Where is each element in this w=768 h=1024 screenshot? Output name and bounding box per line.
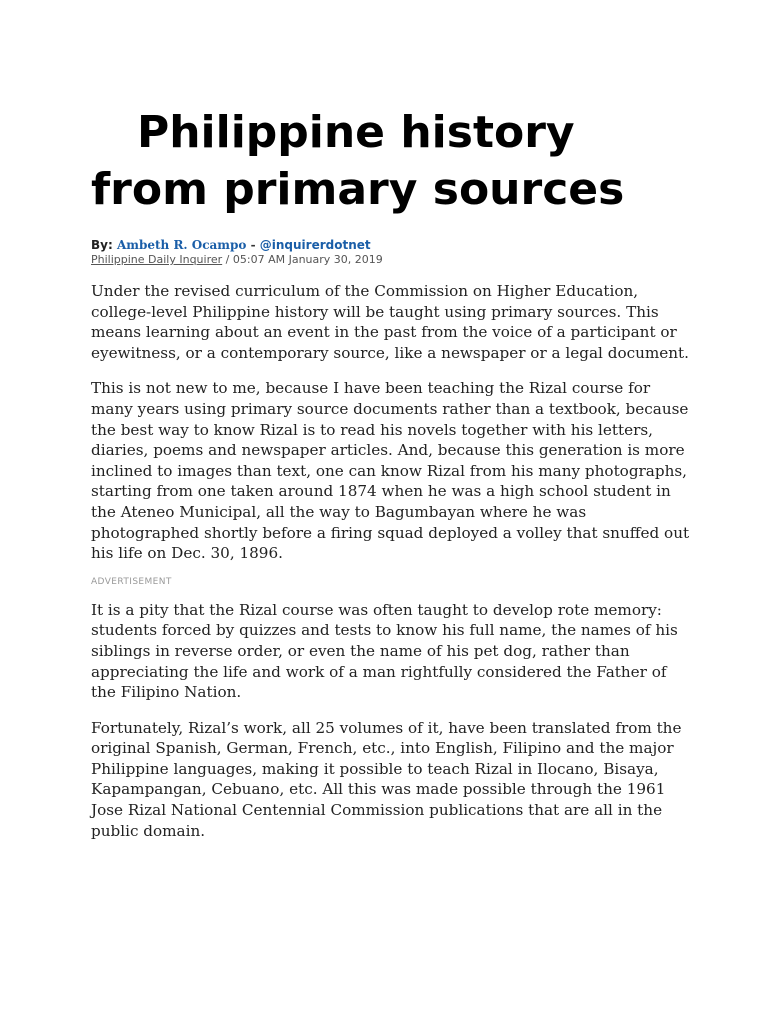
source-link[interactable]: Philippine Daily Inquirer xyxy=(91,253,223,266)
article-title: Philippine history from primary sources xyxy=(91,107,625,215)
paragraph-1: Under the revised curriculum of the Commission on Higher Education, college-level Philippine history will be taught using primary sources. This means learning about an event in the past from the voice of a participant or eyewitness, or a contemporary source, like a newspaper or a legal document. xyxy=(91,282,689,362)
article xyxy=(91,100,691,856)
timestamp: 05:07 AM January 30, 2019 xyxy=(232,253,383,266)
author-link[interactable]: Ambeth R. Ocampo xyxy=(116,238,247,252)
article-body xyxy=(91,281,691,841)
article-meta xyxy=(91,253,691,267)
byline-separator: - xyxy=(246,238,260,252)
meta-separator: / xyxy=(222,253,233,266)
paragraph-3: It is a pity that the Rizal course was often taught to develop rote memory: students forced by quizzes and tests to know his full name, the names of his siblings in reverse order, or even the name of his pet dog, rather than appreciating the life and work of a man rightfully considered the Father of the Filipino Nation. xyxy=(91,600,678,702)
byline-label: By: xyxy=(91,238,113,252)
advertisement-label: ADVERTISEMENT xyxy=(91,576,172,587)
author-handle-link[interactable]: @inquirerdotnet xyxy=(259,238,371,252)
paragraph-4: Fortunately, Rizal’s work, all 25 volumes of it, have been translated from the original Spanish, German, French, etc., into English, Filipino and the major Philippine languages, making it possible to teach Rizal in Ilocano, Bisaya, Kapampangan, Cebuano, etc. All this was made possible through the 1961 Jose Rizal National Centennial Commission publications that are all in the public domain. xyxy=(91,718,682,840)
byline xyxy=(91,238,691,253)
paragraph-2: This is not new to me, because I have been teaching the Rizal course for many years using primary source documents rather than a textbook, because the best way to know Rizal is to read his novels together with his letters, diaries, poems and newspaper articles. And, because this generation is more inclined to images than text, one can know Rizal from his many photographs, starting from one taken around 1874 when he was a high school student in the Ateneo Municipal, all the way to Bagumbayan where he was photographed shortly before a firing squad deployed a volley that snuffed out his life on Dec. 30, 1896. xyxy=(91,379,690,563)
